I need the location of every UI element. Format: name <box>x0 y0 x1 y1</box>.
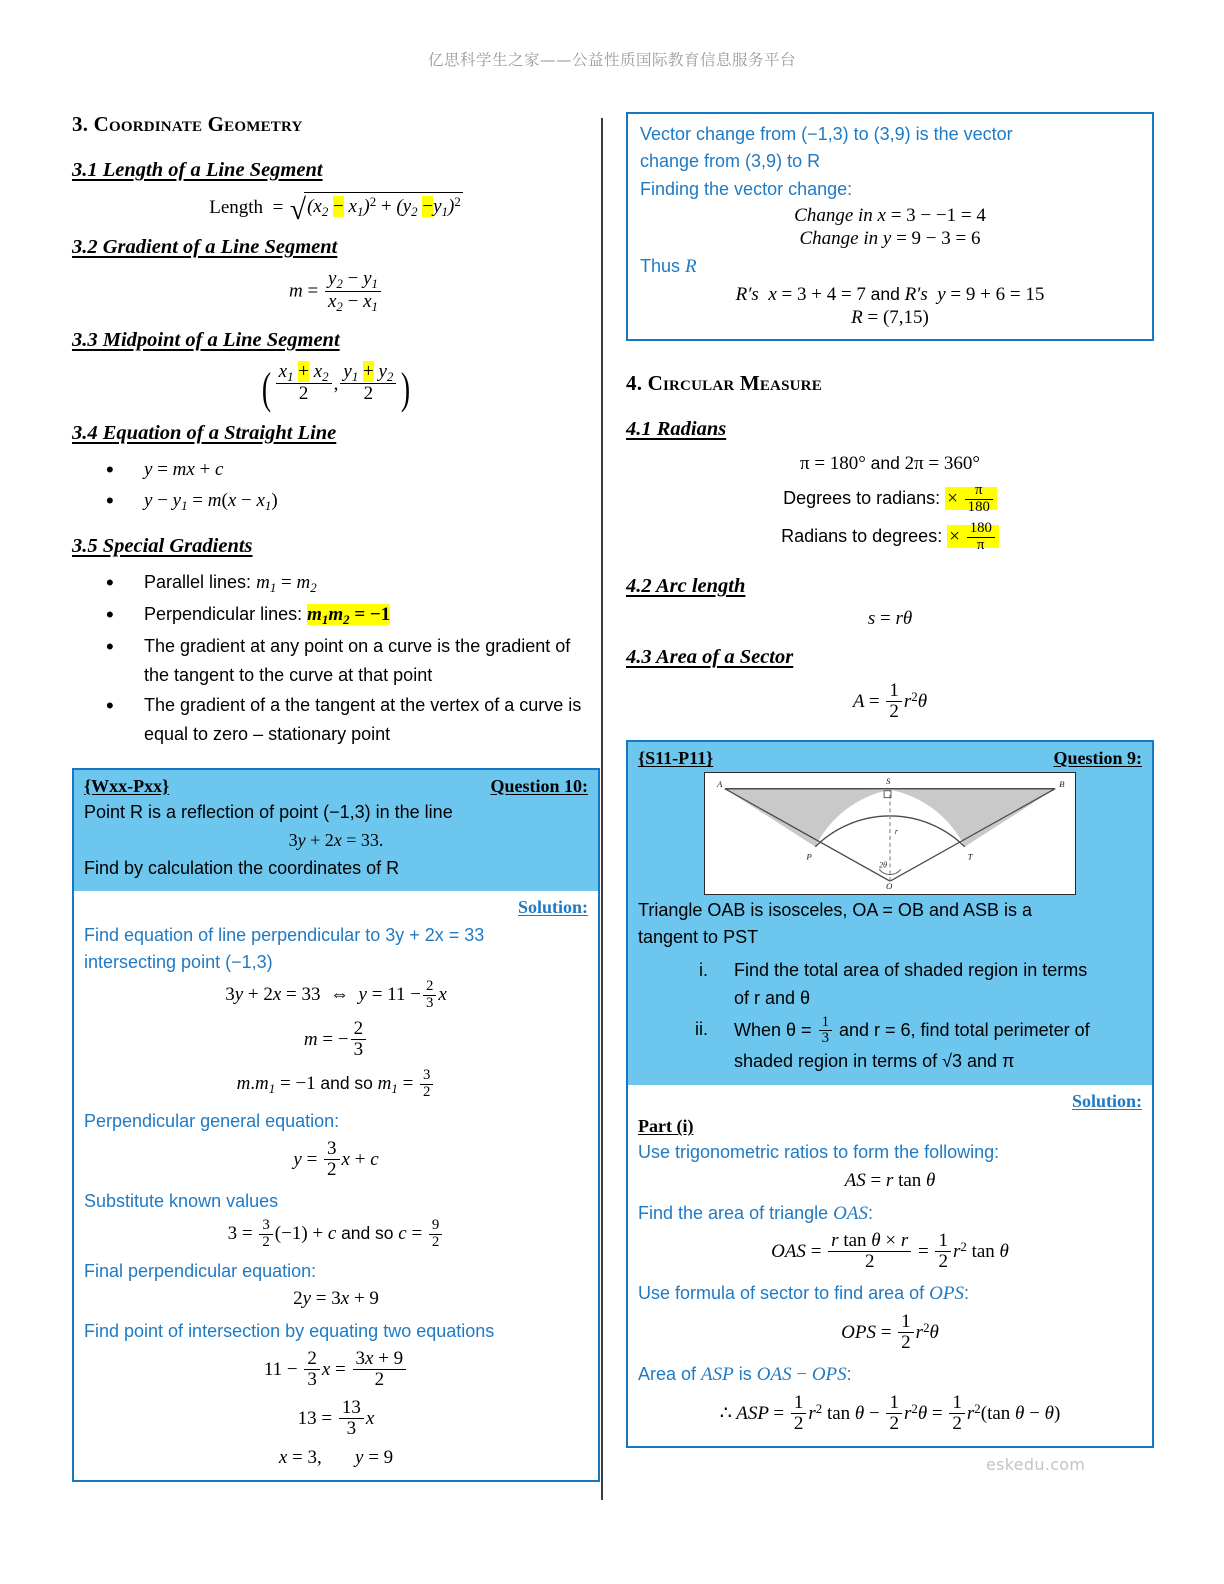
sector-area-eq: A = $\frac{1}{2}$ $r^2\theta$ <box>852 680 928 723</box>
midpoint-den-y: 2 <box>340 383 396 404</box>
subsection-3-3 <box>72 329 600 356</box>
list-item <box>666 956 1142 1013</box>
hl-minus-x: − <box>333 196 344 218</box>
item-marker-i: i. <box>699 959 708 980</box>
degrees-to-radians-label: Degrees to radians: <box>783 487 941 508</box>
section-4-number: 4. <box>626 370 643 395</box>
list-item: • Perpendicular lines: $m_1m_2 = -1$ <box>106 600 600 631</box>
solution-eq-6: 2y = 3x + 9 <box>293 1288 379 1310</box>
vector-eq-2: Change in y = 9 − 3 = 6 <box>799 228 981 250</box>
subsection-3-3-heading: 3.3 Midpoint of a Line Segment <box>72 328 340 351</box>
solution-step-3: Substitute known values <box>84 1190 279 1211</box>
vector-line-3: Finding the vector change: <box>640 178 853 199</box>
item-marker-ii: ii. <box>695 1018 708 1039</box>
list-item: • $y - y_1 = m(x - x_1)$ <box>106 486 600 517</box>
times-sign-1: × <box>947 487 958 509</box>
section-4-title: Circular Measure <box>647 370 822 395</box>
degrees-to-radians-row <box>626 483 1154 515</box>
midpoint-den-x: 2 <box>276 383 332 404</box>
pi-num: π <box>975 481 983 498</box>
subsection-4-1 <box>626 418 1154 445</box>
footer-watermark: eskedu.com <box>986 1455 1086 1474</box>
q9-step-4: Area of ASP is OAS − OPS: <box>638 1364 852 1385</box>
triangle-oab-arc-diagram <box>705 773 1075 889</box>
label-P: P <box>806 851 812 862</box>
solution-eq-8: 13 = $\frac{13}{3}$ x <box>297 1396 375 1439</box>
special-gradients-list <box>72 568 600 749</box>
vector-change-box <box>626 112 1154 341</box>
solution-eq-9: x = 3, y = 9 <box>278 1446 394 1468</box>
question-9-parts-list <box>638 956 1142 1075</box>
solution-eq-4: y = $\frac{3}{2}$ x + c <box>293 1137 379 1180</box>
hl-plus-y: + <box>363 360 374 382</box>
subsection-4-3-heading: 4.3 Area of a Sector <box>626 646 794 669</box>
left-column <box>72 112 600 1482</box>
subsection-3-1 <box>72 159 600 186</box>
part-i-label: Part (i) <box>638 1116 694 1137</box>
solution-eq-7: 11 − $\frac{2}{3}$ x = $\frac{3x + 9}{2}$ <box>84 1349 588 1390</box>
label-r: r <box>894 826 898 836</box>
subsection-3-4 <box>72 422 600 449</box>
solution-eq-1: 3y + 2x = 33 ⇔ y = 11 − $\frac{2}{3}$ x <box>225 978 447 1011</box>
label-A: A <box>716 778 723 789</box>
solution-label: Solution: <box>517 896 588 917</box>
subsection-4-2 <box>626 575 1154 602</box>
midpoint-comma: , <box>333 373 339 395</box>
site-header-watermark: 亿思科学生之家——公益性质国际教育信息服务平台 <box>427 51 796 69</box>
q9-eq-4: ∴ ASP = $\frac{1}{2}$ $r^2$ tan θ − $\frac{1}{2}$ $r^2\theta$ = $\frac{1}{2}$ $r^2(\tan$ θ − θ) <box>719 1391 1061 1434</box>
list-item: ii. When θ = $\frac{1}{3}$ and r = 6, find total perimeter of shaded region in terms of √3 and π <box>666 1015 1142 1076</box>
q9-step-1: Use trigonometric ratios to form the following: <box>638 1142 1000 1163</box>
180-den: 180 <box>965 499 993 516</box>
solution-step-4: Final perpendicular equation: <box>84 1261 317 1282</box>
perpendicular-label: Perpendicular lines: <box>144 604 303 625</box>
solution-eq-5: 3 = $\frac{3}{2}$ (−1) + c and so c = $\frac{9}{2}$ <box>84 1218 588 1250</box>
item-text-ii-a2: and r = 6, find total perimeter of <box>838 1019 1090 1040</box>
question-9-stem-line2: tangent to PST <box>638 927 759 948</box>
shaded-region-left <box>725 789 890 847</box>
vector-eq-3: R′s x = 3 + 4 = 7 and R′s y = 9 + 6 = 15 <box>735 283 1045 305</box>
q9-step-3: Use formula of sector to find area of OPS: <box>638 1283 969 1305</box>
two-column-body <box>0 112 1224 1512</box>
label-T: T <box>967 851 973 862</box>
hl-minus-y: − <box>422 196 434 218</box>
length-label: Length <box>209 197 264 219</box>
parallel-label: Parallel lines: <box>144 572 252 593</box>
question-9-band <box>628 742 1152 1085</box>
vector-line-4: Thus R <box>640 256 697 278</box>
subsection-3-5 <box>72 535 600 562</box>
subsection-3-1-heading: 3.1 Length of a Line Segment <box>72 159 323 181</box>
question-10-box <box>72 768 600 1482</box>
formula-length: Length = $√(x_2 - x_1)^2 + (y_2 -y_1)^2$ <box>209 194 461 227</box>
hl-plus-x: + <box>298 360 309 382</box>
q9-step-2: Find the area of triangle OAS: <box>638 1202 873 1224</box>
q9-eq-3: OPS = $\frac{1}{2}$ $r^2\theta$ <box>841 1311 939 1354</box>
item-text-i-b: of r and θ <box>734 988 811 1009</box>
label-S: S <box>886 775 891 786</box>
solution-step-2: Perpendicular general equation: <box>84 1111 340 1132</box>
solution-step-1b: intersecting point (−1,3) <box>84 951 273 972</box>
radians-eq-1: π = 180° and 2π = 360° <box>800 452 980 474</box>
subsection-4-1-heading: 4.1 Radians <box>626 417 727 440</box>
paper-code: {Wxx-Pxx} <box>84 775 170 796</box>
vector-eq-4: R = (7,15) <box>851 306 929 328</box>
question-number: Question 10: <box>490 775 588 796</box>
question-9-box <box>626 740 1154 1448</box>
question-10-stem-line1: Point R is a reflection of point (−1,3) in the line <box>84 801 453 822</box>
section-3-heading <box>72 112 600 137</box>
solution-label: Solution: <box>1071 1091 1142 1112</box>
pi-den: π <box>967 537 995 554</box>
question-9-header <box>638 748 1142 769</box>
subsection-4-2-heading: 4.2 Arc length <box>626 575 746 598</box>
subsection-3-2 <box>72 236 600 263</box>
vector-line-1: Vector change from (−1,3) to (3,9) is the vector <box>640 124 1013 144</box>
section-4-heading <box>626 371 1154 396</box>
label-2theta: 2θ <box>879 860 887 870</box>
shaded-region-right <box>890 789 1055 847</box>
equation-of-line-list <box>72 455 600 518</box>
section-3-title: Coordinate Geometry <box>93 112 303 136</box>
question-10-stem-equation: 3y + 2x = 33. <box>288 829 384 850</box>
solution-eq-3: $m.m_1 = -1$ and so $m_1$ = $\frac{3}{2}$ <box>84 1068 588 1100</box>
solution-eq-2: m = − $\frac{2}{3}$ <box>84 1019 588 1060</box>
question-9-stem-line1: Triangle OAB is isosceles, OA = OB and ASB is a <box>638 900 1033 921</box>
arc-length-eq: s = rθ <box>867 608 913 630</box>
list-item: • y = mx + c <box>106 455 600 486</box>
times-sign-2: × <box>949 525 960 547</box>
vector-eq-1: Change in x = 3 − −1 = 4 <box>794 205 986 227</box>
question-10-stem-line2: Find by calculation the coordinates of R <box>84 858 400 879</box>
subsection-3-4-heading: 3.4 Equation of a Straight Line <box>72 421 337 444</box>
question-10-header <box>84 776 588 797</box>
section-3-number: 3. <box>72 112 89 136</box>
label-O: O <box>886 881 893 890</box>
question-10-solution <box>74 891 598 1480</box>
formula-midpoint: ( $\frac{x_1 + x_2}{2}$ , $\frac{y_1 + y_2}{2}$ ) <box>261 360 411 413</box>
subsection-3-5-heading: 3.5 Special Gradients <box>72 535 253 558</box>
radians-to-degrees-label: Radians to degrees: <box>781 525 943 546</box>
formula-gradient: m = $\frac{y_2 - y_1}{x_2 - x_1}$ <box>72 269 600 313</box>
solution-step-5: Find point of intersection by equating two equations <box>84 1321 495 1342</box>
vector-line-2: change from (3,9) to R <box>640 151 821 172</box>
radians-to-degrees-row <box>626 521 1154 553</box>
paper-code: {S11-P11} <box>638 748 714 769</box>
right-column <box>626 112 1154 1448</box>
label-B: B <box>1059 778 1065 789</box>
question-9-solution <box>628 1085 1152 1446</box>
item-text-ii-a1: When θ = <box>734 1019 812 1040</box>
180-num: 180 <box>969 520 992 537</box>
question-number: Question 9: <box>1053 748 1142 769</box>
list-item: • The gradient of a the tangent at the vertex of a curve is equal to zero – stationary point <box>106 691 600 749</box>
item-text-i-a: Find the total area of shaded region in terms <box>734 959 1088 980</box>
geometry-figure <box>704 772 1076 895</box>
q9-eq-2: OAS = $\frac{\text{r tan θ × r}}{2}$ = $\frac{1}{2}$ $r^2$ tan θ <box>771 1230 1009 1273</box>
solution-step-1a: Find equation of line perpendicular to 3y + 2x = 33 <box>84 924 485 945</box>
q9-eq-1: AS = r tan θ <box>844 1169 936 1191</box>
list-item: • Parallel lines: $m_1 = m_2$ <box>106 568 600 599</box>
question-10-band <box>74 770 598 891</box>
column-divider <box>601 118 603 1500</box>
subsection-4-3 <box>626 646 1154 673</box>
item-text-ii-b: shaded region in terms of √3 and π <box>734 1050 1015 1071</box>
list-item: • The gradient at any point on a curve is the gradient of the tangent to the curve at that point <box>106 632 600 690</box>
subsection-3-2-heading: 3.2 Gradient of a Line Segment <box>72 236 338 259</box>
